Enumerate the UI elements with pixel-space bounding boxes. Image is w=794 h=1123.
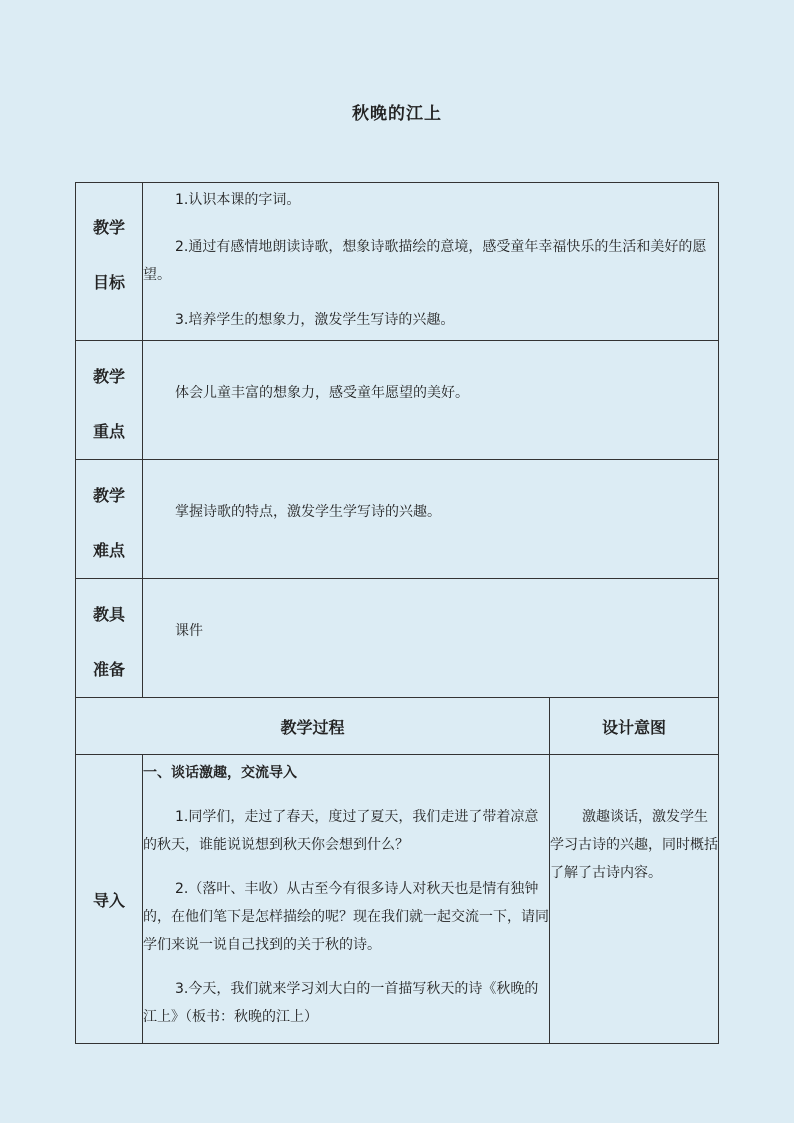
key-points-content [143, 341, 719, 460]
key-points-row [76, 341, 719, 460]
difficulties-label-cell [76, 460, 143, 579]
intro-content [143, 755, 550, 1044]
goal-item: 3.培养学生的想象力，激发学生写诗的兴趣。 [175, 312, 455, 328]
intro-intent-cell [550, 755, 719, 1044]
materials-label: 教具准备 [92, 605, 125, 679]
goals-label: 教学目标 [92, 218, 125, 292]
intro-intent: 激趣谈话，激发学生学习古诗的兴趣，同时概括了解了古诗内容。 [550, 809, 718, 881]
process-header-row [76, 698, 719, 755]
lesson-plan-table [75, 182, 719, 1044]
key-points-label-cell [76, 341, 143, 460]
materials-content [143, 579, 719, 698]
intro-label: 导入 [92, 890, 125, 910]
materials-label-cell [76, 579, 143, 698]
difficulties-label: 教学难点 [92, 486, 125, 560]
intro-heading: 一、谈话激趣，交流导入 [143, 765, 297, 781]
intent-header: 设计意图 [550, 698, 719, 755]
key-points-text: 体会儿童丰富的想象力，感受童年愿望的美好。 [175, 385, 469, 401]
process-header: 教学过程 [76, 698, 550, 755]
page-title: 秋晚的江上 [352, 104, 442, 124]
goals-content [143, 183, 719, 341]
difficulties-content [143, 460, 719, 579]
materials-row [76, 579, 719, 698]
intro-paragraph: 2.（落叶、丰收）从古至今有很多诗人对秋天也是情有独钟的，在他们笔下是怎样描绘的呢？现在我们就一起交流一下，请同学们来说一说自己找到的关于秋的诗。 [143, 881, 549, 953]
intro-label-cell [76, 755, 143, 1044]
goals-label-cell [76, 183, 143, 341]
intro-row [76, 755, 719, 1044]
intro-paragraph: 3.今天，我们就来学习刘大白的一首描写秋天的诗《秋晚的江上》（板书：秋晚的江上） [143, 981, 539, 1025]
difficulties-text: 掌握诗歌的特点，激发学生学写诗的兴趣。 [175, 504, 441, 520]
goal-item: 1.认识本课的字词。 [175, 192, 301, 208]
intro-paragraph: 1.同学们，走过了春天，度过了夏天，我们走进了带着凉意的秋天，谁能说说想到秋天你会想到什么？ [143, 809, 539, 853]
difficulties-row [76, 460, 719, 579]
key-points-label: 教学重点 [92, 367, 125, 441]
goals-row [76, 183, 719, 341]
materials-text: 课件 [175, 623, 203, 639]
goal-item: 2.通过有感情地朗读诗歌，想象诗歌描绘的意境，感受童年幸福快乐的生活和美好的愿望。 [143, 239, 707, 283]
